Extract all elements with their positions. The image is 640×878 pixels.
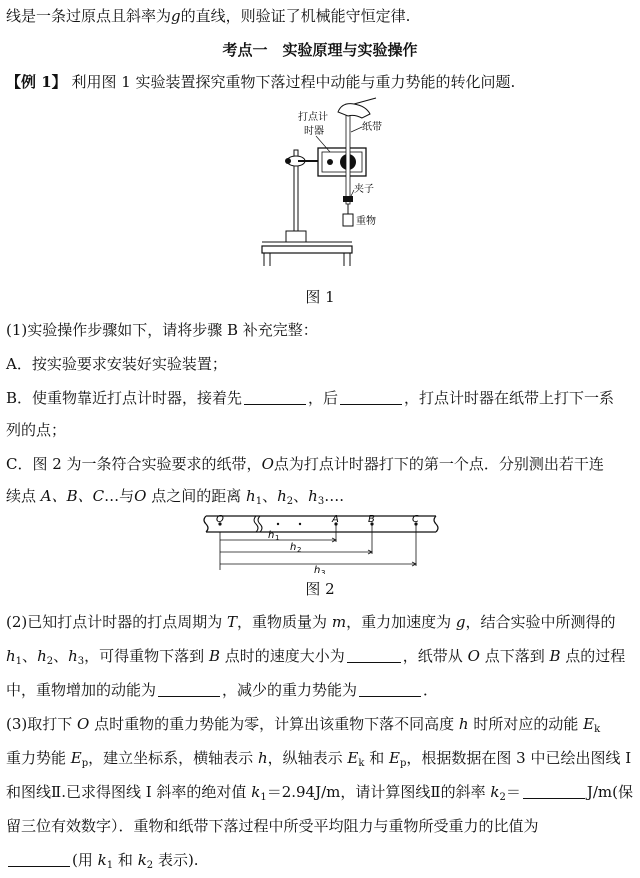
svg-text:2: 2	[297, 546, 302, 554]
q2-line-3: 中，重物增加的动能为 ，减少的重力势能为 ．	[6, 681, 439, 699]
q3-line-4: 留三位有效数字）．重物和纸带下落过程中所受平均阻力与重物所受重力的比值为	[6, 817, 539, 835]
paper-tape	[346, 104, 350, 204]
q1-step-b: B．使重物靠近打点计时器，接着先 ，后 ，打点计时器在纸带上打下一系	[6, 389, 615, 407]
q3-line-5: (用 $k_1$ 和 $k_2$ 表示).	[6, 850, 634, 876]
svg-text:时器: 时器	[304, 126, 324, 137]
var-g: g	[171, 7, 181, 25]
q3-line-2: 重力势能 $E_p$，建立坐标系，横轴表示 h，纵轴表示 $E_k$ 和 $E_p$，根据数据在图 3 中已绘出图线 Ⅰ	[6, 749, 632, 769]
q1-step-b-cont: 列的点；	[6, 421, 67, 439]
svg-text:3: 3	[321, 569, 326, 574]
intro-line: 线是一条过原点且斜率为g的直线，则验证了机械能守恒定律.	[6, 7, 411, 25]
q3-line-1: (3)取打下 O 点时重物的重力势能为零，计算出该重物下落不同高度 h 时所对应的动能 $E_k$	[6, 715, 601, 735]
section-title: 考点一 实验原理与实验操作	[222, 41, 418, 59]
svg-text:O: O	[216, 514, 224, 525]
blank-velocity[interactable]	[347, 646, 401, 663]
q1-step-c-cont: 续点 A、B、C…与O 点之间的距离 $h_1$、$h_2$、$h_3\dots$.	[6, 487, 344, 507]
blank-b1[interactable]	[244, 388, 306, 405]
hand-icon	[338, 104, 370, 118]
svg-text:B: B	[368, 514, 375, 525]
blank-kinetic[interactable]	[158, 680, 220, 697]
figure-2-caption: 图 2	[305, 580, 335, 598]
example-text: 利用图 1 实验装置探究重物下落过程中动能与重力势能的转化问题.	[71, 73, 516, 91]
q2-line-1: (2)已知打点计时器的打点周期为 T，重物质量为 m，重力加速度为 g，结合实验中所测得的	[6, 613, 616, 631]
example-tag: 【例 1】	[6, 73, 67, 91]
svg-text:C: C	[412, 514, 419, 525]
label-weight: 重物	[356, 216, 376, 227]
q1-step-c: C．图 2 为一条符合实验要求的纸带，O点为打点计时器打下的第一个点．分别测出若干连	[6, 455, 604, 473]
svg-text:1: 1	[275, 534, 280, 542]
blank-b2[interactable]	[340, 388, 402, 405]
figure-2-tape	[196, 508, 446, 574]
svg-text:h: h	[314, 565, 321, 574]
blank-potential[interactable]	[359, 680, 421, 697]
stand-base	[262, 246, 352, 253]
label-clip: 夹子	[354, 184, 374, 195]
svg-text:h: h	[290, 542, 297, 553]
blank-slope-k2[interactable]	[523, 782, 585, 799]
svg-text:A: A	[332, 514, 339, 525]
q1-step-a: A．按实验要求安装好实验装置；	[6, 355, 227, 373]
weight-block	[343, 214, 353, 226]
figure-1-caption: 图 1	[305, 288, 335, 306]
q2-line-2: $h_1$、$h_2$、$h_3$，可得重物下落到 B 点时的速度大小为 ，纸带从 O 点下落到 B 点的过程	[6, 647, 626, 667]
label-timer: 打点计	[298, 112, 328, 123]
blank-ratio[interactable]	[8, 850, 70, 867]
svg-text:h: h	[268, 530, 275, 541]
q3-line-3: 和图线Ⅱ.已求得图线 Ⅰ 斜率的绝对值 $k_1=2.94J/m$，请计算图线Ⅱ的斜率 $k_2= J/m$(保	[6, 783, 633, 803]
label-tape: 纸带	[362, 122, 382, 133]
figure-1-apparatus	[250, 96, 400, 276]
q1-intro: (1)实验操作步骤如下，请将步骤 B 补充完整：	[6, 321, 318, 339]
example-line	[6, 72, 634, 92]
